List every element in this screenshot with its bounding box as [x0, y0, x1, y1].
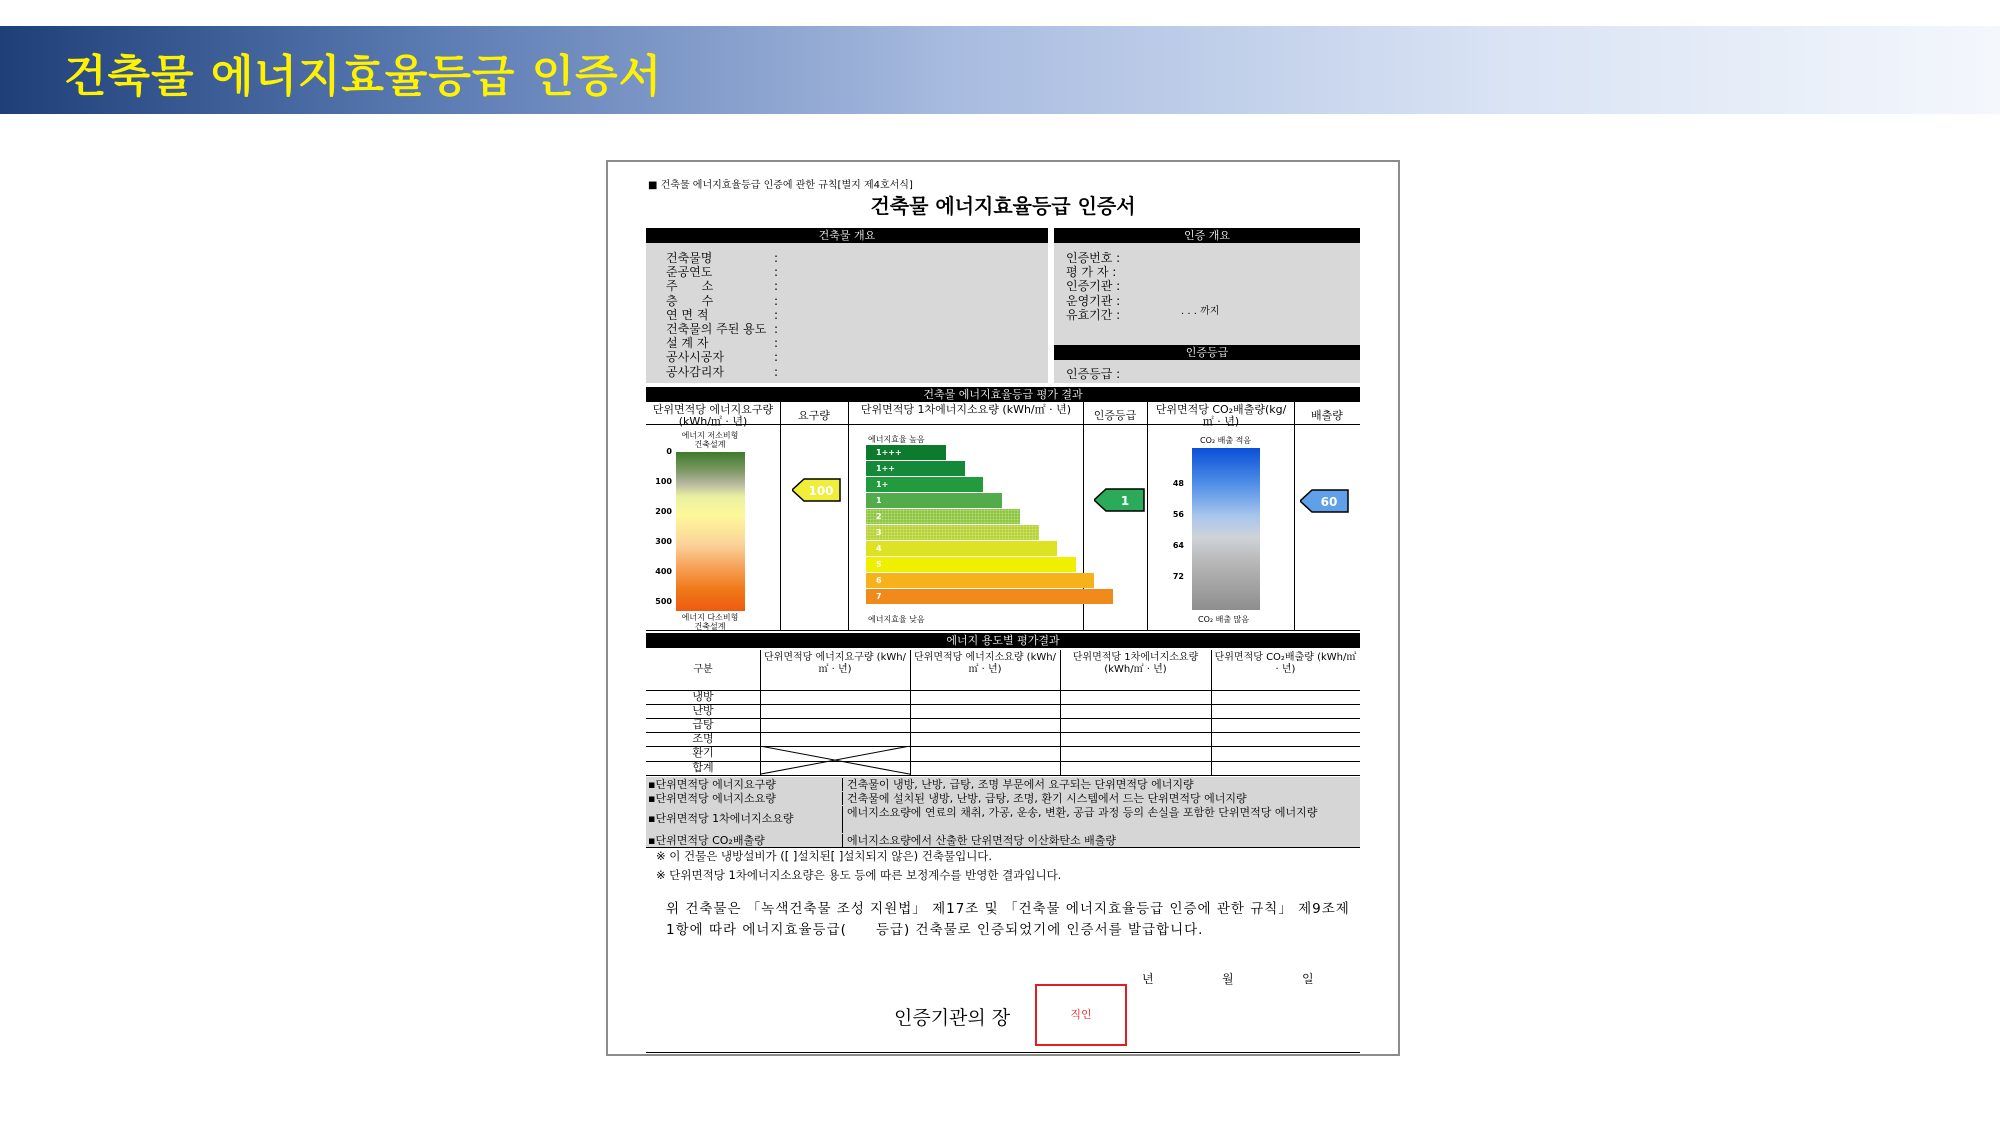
definition-description: 에너지소요량에 연료의 채취, 가공, 운송, 변환, 공급 과정 등의 손실을 포함한 단위면적당 에너지량	[842, 806, 1356, 834]
usage-column-header: 단위면적당 에너지소요량 (kWh/㎡ · 년)	[914, 652, 1056, 675]
grade-bar: 1++	[866, 461, 965, 476]
grade-value-text: 1	[1120, 494, 1130, 508]
building-field-label: 공사감리자	[666, 364, 724, 379]
co2-tick-label: 64	[1172, 541, 1184, 550]
demand-tick-label: 100	[655, 477, 672, 486]
demand-bottom-label: 에너지 다소비형 건축설계	[681, 613, 739, 631]
certificate-document	[606, 160, 1400, 1056]
definition-term: ▪단위면적당 CO₂배출량	[648, 833, 765, 847]
grade-bar: 2	[866, 509, 1020, 524]
cert-overview-header: 인증 개요	[1054, 228, 1360, 243]
usage-column-header: 단위면적당 CO₂배출량 (kWh/㎡ · 년)	[1214, 652, 1357, 675]
demand-value-text: 100	[808, 484, 834, 498]
grade-bar: 3	[866, 525, 1039, 540]
header-banner	[0, 26, 2000, 114]
building-field-label: 주 소	[666, 279, 714, 294]
grade-bar: 1	[866, 493, 1002, 508]
eval-bottom-line	[646, 630, 1360, 631]
eval-col-divider	[780, 402, 781, 630]
building-field-label: 건축물의 주된 용도	[666, 322, 767, 336]
demand-top-label: 에너지 저소비형 건축설계	[681, 431, 739, 449]
validity-suffix: . . . 까지	[1181, 306, 1220, 317]
building-field-colon: :	[774, 364, 779, 379]
col-demand-header: 단위면적당 에너지요구량(kWh/㎡ · 년)	[652, 403, 774, 428]
evaluation-header: 건축물 에너지효율등급 평가 결과	[646, 387, 1360, 402]
cert-field-label: 유효기간 :	[1066, 307, 1121, 322]
form-reference: ■ 건축물 에너지효율등급 인증에 관한 규칙[별지 제4호서식]	[648, 180, 913, 191]
grade-bottom-label: 에너지효율 낮음	[868, 615, 925, 624]
usage-row-label: 냉방	[692, 690, 714, 703]
date-day: 일	[1302, 972, 1314, 986]
demand-tick-label: 500	[655, 597, 672, 606]
building-field-label: 연 면 적	[666, 307, 709, 322]
grade-bar: 6	[866, 573, 1094, 588]
usage-col-divider	[1060, 650, 1061, 775]
date-month: 월	[1222, 972, 1234, 986]
building-field-colon: :	[774, 336, 779, 351]
grade-bar: 7	[866, 589, 1113, 604]
eval-col-divider	[1294, 402, 1295, 630]
definition-description: 건축물이 냉방, 난방, 급탕, 조명 부문에서 요구되는 단위면적당 에너지량	[842, 778, 1356, 792]
co2-top-label: CO₂ 배출 적음	[1200, 436, 1252, 445]
building-field-colon: :	[774, 265, 779, 280]
definition-row	[646, 777, 1360, 792]
definition-description: 에너지소요량에서 산출한 단위면적당 이산화탄소 배출량	[842, 834, 1356, 848]
usage-col-divider	[1211, 650, 1212, 775]
demand-tick-label: 300	[655, 537, 672, 546]
certification-statement: 위 건축물은 「녹색건축물 조성 지원법」 제17조 및 「건축물 에너지효율등급 인증에 관한 규칙」 제9조제1항에 따라 에너지효율등급( 등급) 건축물로 인증되었기에 인증서를 발급합니다.	[666, 901, 1350, 938]
note-cooling: ※ 이 건물은 냉방설비가 ([ ]설치된[ ]설치되지 않은) 건축물입니다.	[656, 849, 993, 863]
demand-tick-label: 200	[655, 507, 672, 516]
usage-column-header: 단위면적당 에너지요구량 (kWh/㎡ · 년)	[764, 652, 906, 675]
cert-field-label: 인증기관 :	[1066, 279, 1121, 294]
co2-bottom-label: CO₂ 배출 많음	[1198, 615, 1250, 624]
usage-column-header: 단위면적당 1차에너지소요량 (kWh/㎡ · 년)	[1072, 652, 1199, 675]
definition-term: ▪단위면적당 에너지소요량	[648, 791, 776, 805]
building-field-label: 층 수	[666, 293, 714, 308]
definition-row	[646, 805, 1360, 834]
col-co2-header: 단위면적당 CO₂배출량(kg/㎡ · 년)	[1155, 403, 1287, 428]
building-field-colon: :	[774, 307, 779, 322]
demand-value-arrow	[792, 477, 842, 503]
building-field-label: 준공연도	[666, 265, 713, 280]
usage-row-label: 환기	[692, 746, 714, 760]
co2-tick-label: 72	[1172, 572, 1184, 581]
note-correction: ※ 단위면적당 1차에너지소요량은 용도 등에 따른 보정계수를 반영한 결과입니다.	[656, 868, 1062, 882]
definition-term: ▪단위면적당 에너지요구량	[648, 777, 776, 791]
building-field-colon: :	[774, 293, 779, 308]
cert-field-label: 평 가 자 :	[1066, 265, 1117, 280]
building-field-colon: :	[774, 251, 779, 265]
building-field-colon: :	[774, 350, 779, 365]
eval-col-divider	[848, 402, 849, 630]
co2-value-arrow	[1300, 488, 1350, 514]
col-grade-header: 인증등급	[1093, 409, 1137, 422]
grade-bar: 5	[866, 557, 1076, 572]
co2-tick-label: 48	[1172, 479, 1184, 488]
grade-top-label: 에너지효율 높음	[868, 435, 925, 444]
cert-grade-label: 인증등급 :	[1066, 367, 1121, 381]
cert-grade-header: 인증등급	[1054, 345, 1360, 360]
demand-tick-label: 400	[655, 567, 672, 576]
grade-bar: 4	[866, 541, 1057, 556]
building-field-colon: :	[774, 322, 779, 336]
usage-row-label: 조명	[692, 732, 714, 746]
co2-tick-label: 56	[1172, 510, 1184, 519]
usage-header: 에너지 용도별 평가결과	[646, 633, 1360, 648]
grade-bar: 1+++	[866, 445, 946, 460]
definition-description: 건축물에 설치된 냉방, 난방, 급탕, 조명, 환기 시스템에서 드는 단위면적당 에너지량	[842, 792, 1356, 806]
co2-scale-bar	[1192, 448, 1260, 610]
usage-row-label: 난방	[692, 704, 714, 718]
building-overview-header: 건축물 개요	[646, 228, 1048, 243]
building-field-label: 건축물명	[666, 251, 713, 265]
certificate-title: 건축물 에너지효율등급 인증서	[870, 194, 1136, 218]
definition-row	[646, 833, 1360, 848]
usage-column-header: 구분	[693, 664, 713, 675]
cert-field-label: 운영기관 :	[1066, 293, 1121, 308]
building-field-label: 설 계 자	[666, 336, 709, 351]
col-emission-header: 배출량	[1311, 409, 1343, 422]
building-field-label: 공사시공자	[666, 350, 724, 365]
seal-box	[1035, 984, 1127, 1046]
demand-tick-label: 0	[666, 447, 672, 456]
definition-row	[646, 791, 1360, 806]
eval-col-divider	[1147, 402, 1148, 630]
co2-value-text: 60	[1320, 495, 1338, 509]
building-field-colon: :	[774, 279, 779, 294]
signature-line	[646, 1052, 1360, 1053]
usage-col-divider	[910, 650, 911, 775]
definition-term: ▪단위면적당 1차에너지소요량	[648, 811, 794, 825]
grade-bar: 1+	[866, 477, 983, 492]
not-applicable-cross	[760, 746, 910, 774]
grade-value-arrow	[1094, 487, 1146, 513]
page-title: 건축물 에너지효율등급 인증서	[64, 51, 663, 102]
demand-scale-bar	[676, 452, 745, 611]
date-year: 년	[1142, 972, 1154, 986]
cert-field-label: 인증번호 :	[1066, 251, 1121, 265]
usage-row-label: 급탕	[692, 718, 714, 732]
col-req-header: 요구량	[798, 409, 830, 422]
usage-row-line	[646, 775, 1360, 776]
usage-row-label: 합계	[692, 760, 714, 774]
issuer-label: 인증기관의 장	[894, 1007, 1011, 1029]
col-primary-header: 단위면적당 1차에너지소요량 (kWh/㎡ · 년)	[860, 403, 1072, 416]
seal-label: 직인	[1070, 1008, 1092, 1021]
